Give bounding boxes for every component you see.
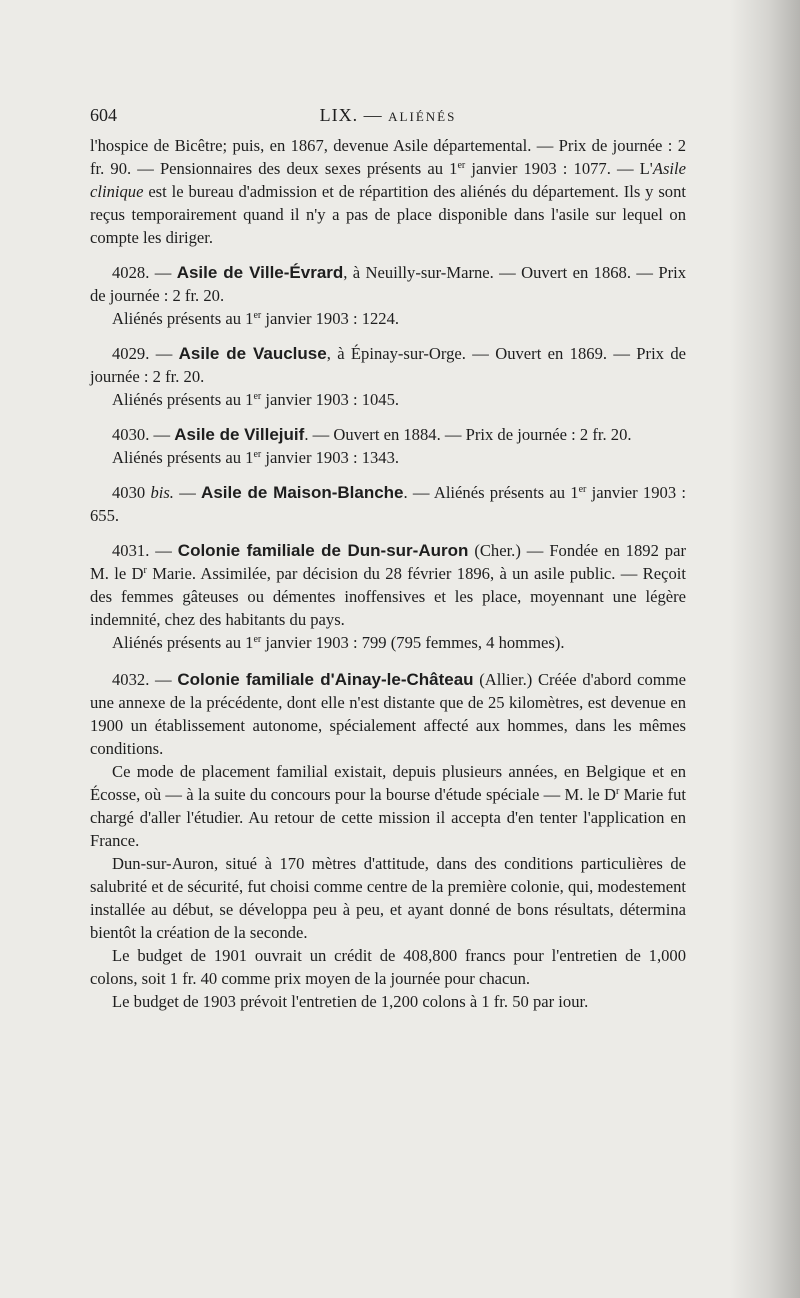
entry-heading: Asile de Villejuif xyxy=(174,425,305,444)
entry-number: 4031. — xyxy=(112,541,178,560)
patients-count: Aliénés présents au 1er janvier 1903 : 799 (795 femmes, 4 hommes). xyxy=(112,633,565,652)
entry-number: 4030. — xyxy=(112,425,175,444)
entry-4028: 4028. — Asile de Ville-Évrard, à Neuilly-sur-Marne. — Ouvert en 1868. — Prix de journée : 2 fr. 20. Aliénés présents au 1er janvier 1903 : 1224. xyxy=(90,263,687,328)
entry-number: 4032. — xyxy=(112,670,178,689)
running-header xyxy=(90,104,686,134)
entry-4030-bis: 4030 bis. — Asile de Maison-Blanche. — Aliénés présents au 1er janvier 1903 : 655. xyxy=(90,483,686,525)
intro-paragraph: l'hospice de Bicêtre; puis, en 1867, devenue Asile départemental. — Prix de journée : 2 fr. 90. — Pensionnaires des deux sexes présents au 1er janvier 1903 : 1077. — L'Asile clinique est le bureau d'admission et de répartition des aliénés du département. Ils y sont reçus temporairement quand il n'y a pas de place disponible dans l'asile sur lequel on compte les diriger. xyxy=(90,136,686,247)
entry-4030: 4030. — Asile de Villejuif. — Ouvert en 1884. — Prix de journée : 2 fr. 20. Aliénés présents au 1er janvier 1903 : 1343. xyxy=(90,423,686,469)
entry-heading: Asile de Ville-Évrard xyxy=(176,263,344,282)
body-paragraph: Ce mode de placement familial existait, depuis plusieurs années, en Belgique et en Écosse, où — à la suite du concours pour la bourse d'étude spéciale — M. le $D^r$ Marie fut chargé d'aller l'étudier. Au retour de cette mission il accepta d'en tenter l'application en France. xyxy=(90,762,686,850)
asile-clinique-term: Asile clinique xyxy=(90,159,686,201)
entry-number: 4029. — xyxy=(112,344,179,363)
scan-page-edge-shadow xyxy=(730,0,800,1298)
entry-number: 4030 xyxy=(112,483,151,502)
entry-4031: 4031. — Colonie familiale de Dun-sur-Auron (Cher.) — Fondée en 1892 par M. le $D^r$ Marie. Assimilée, par décision du 28 février 1896, à un asile public. — Reçoit des femmes gâteuses ou démentes inoffensives et les place, moyennant une légère indemnité, chez des habitants du pays. Aliénés présents au 1er janvier 1903 : 799 (795 femmes, 4 hommes). xyxy=(90,541,686,652)
entry-heading: Asile de Vaucluse xyxy=(178,344,327,363)
patients-count: Aliénés présents au 1er janvier 1903 : 1343. xyxy=(112,448,400,467)
entry-heading: Colonie familiale d'Ainay-le-Château xyxy=(177,670,474,689)
chapter-number: LIX. — xyxy=(319,105,383,125)
page-number: 604 xyxy=(90,105,117,125)
patients-count: Aliénés présents au 1er janvier 1903 : 1045. xyxy=(112,390,400,409)
chapter-title xyxy=(90,104,686,128)
body-paragraph: Dun-sur-Auron, situé à 170 mètres d'attitude, dans des conditions particulières de salubrité et de sécurité, fut choisi comme centre de la première colonie, qui, modestement installée au début, se développa peu à peu, et ayant donné de bons résultats, détermina bientôt la création de la seconde. xyxy=(90,854,686,942)
body-paragraph: Le budget de 1903 prévoit l'entretien de 1,200 colons à 1 fr. 50 par iour. xyxy=(112,992,589,1011)
chapter-subject: ALIÉNÉS xyxy=(388,109,457,124)
entry-4032: 4032. — Colonie familiale d'Ainay-le-Château (Allier.) Créée d'abord comme une annexe de la précédente, dont elle n'est distante que de 25 kilomètres, est devenue en 1900 un établissement autonome, spécialement affecté aux hommes, dans les mêmes conditions. Ce mode de placement familial existait, depuis plusieurs années, en Belgique et en Écosse, où — à la suite du concours pour la bourse d'étude spéciale — M. le $D^r$ Marie fut chargé d'aller l'étudier. Au retour de cette mission il accepta d'en tenter l'application en France. Dun-sur-Auron, situé à 170 mètres d'attitude, dans des conditions particulières de salubrité et de sécurité, fut choisi comme centre de la première colonie, qui, modestement installée au début, se développa peu à peu, et ayant donné de bons résultats, détermina bientôt la création de la seconde. Le budget de 1901 ouvrait un crédit de 408,800 francs pour l'entretien de 1,000 colons, soit 1 fr. 40 comme prix moyen de la journée pour chacun. Le budget de 1903 prévoit l'entretien de 1,200 colons à 1 fr. 50 par iour. xyxy=(90,670,686,1011)
entry-4029: 4029. — Asile de Vaucluse, à Épinay-sur-Orge. — Ouvert en 1869. — Prix de journée : 2 fr. 20. Aliénés présents au 1er janvier 1903 : 1045. xyxy=(90,344,686,409)
patients-count: Aliénés présents au 1er janvier 1903 : 1224. xyxy=(112,309,400,328)
entry-heading: Asile de Maison-Blanche xyxy=(201,483,404,502)
entry-number: 4028. — xyxy=(112,263,177,282)
book-page xyxy=(90,104,686,1013)
entry-heading: Colonie familiale de Dun-sur-Auron xyxy=(177,541,469,560)
body-paragraph: Le budget de 1901 ouvrait un crédit de 408,800 francs pour l'entretien de 1,000 colons, soit 1 fr. 40 comme prix moyen de la journée pour chacun. xyxy=(90,946,686,988)
